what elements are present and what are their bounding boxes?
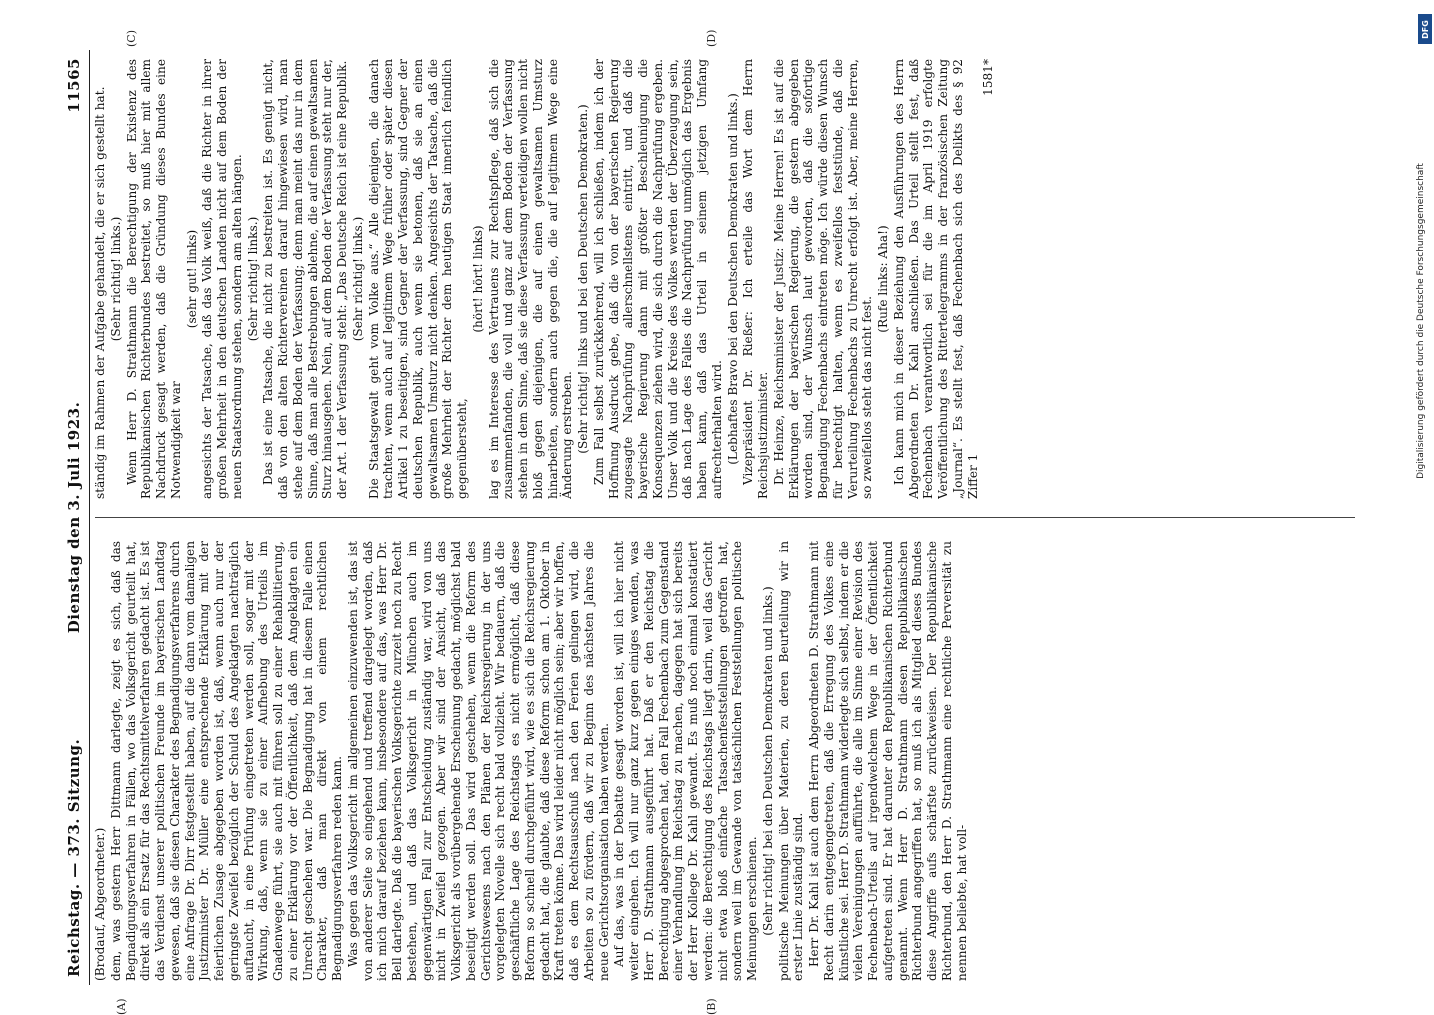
- margin-mark-c: (C): [125, 30, 138, 47]
- paragraph: politische Meinungen über Materien, zu deren Beurteilung wir in erster Linie zuständig sind.: [776, 541, 806, 981]
- interjection: (Lebhaftes Bravo bei den Deutschen Demokraten und links.): [725, 93, 740, 465]
- paragraph: Zum Fall selbst zurückkehrend, will ich schließen, indem ich der Hoffnung Ausdruck gebe, daß die von der bayerischen Regierung zugesagte Nachprüfung allerschnellstens eintritt, und daß die bayerische Regierung dann mit größter Beschleunigung die Konsequenzen ziehen wird, die sich durch die Nachprüfung ergeben. Unser Volk und die Kreise des Volkes werden der Überzeugung sein, daß nach Lage des Falles die Nachprüfung unmöglich das Ergebnis haben kann, daß das Urteil in seinem jetzigen Umfang aufrechterhalten wird.: [591, 59, 724, 499]
- right-column: [93, 59, 1358, 499]
- left-column: [93, 541, 1358, 981]
- paragraph: Das ist eine Tatsache, die nicht zu bestreiten ist. Es genügt nicht, daß von den alten Richtervereinen darauf hingewiesen wird, man stehe auf dem Boden der Verfassung; denn man meint das nur in dem Sinne, daß man alle Bestrebungen ablehne, die auf einen gewaltsamen Sturz hinausgehen. Nein, auf dem Boden der Verfassung steht nur der, der Art. 1 der Verfassung steht: „Das Deutsche Reich ist eine Republik.: [261, 59, 349, 499]
- interjection: (Sehr richtig! links und bei den Deutschen Demokraten.): [576, 104, 590, 454]
- paragraph: Herr Dr. Kahl ist auch dem Herrn Abgeordneten D. Strathmann mit Recht darin entgegengetreten, daß die Erregung des Volkes eine künstliche sei. Herr D. Strathmann widerlegte sich selbst, indem er die vielen Vereinigungen aufführte, die alle im Sinne einer Revision des Fechenbach-Urteils auf irgendwelchem Wege in der Öffentlichkeit aufgetreten sind. Er hat darunter den Republikanischen Richterbund genannt. Wenn Herr D. Strathmann diesen Republikanischen Richterbund angegriffen hat, so muß ich als Mitglied dieses Bundes diese Angriffe aufs schärfste zurückweisen. Der Republikanische Richterbund, den Herr D. Strathmann eine rechtliche Perversität zu nennen beliebte, hat voll-: [807, 541, 969, 981]
- column-divider: [95, 517, 1355, 518]
- digitization-strip: [1418, 14, 1432, 584]
- page-number: 11565: [65, 58, 83, 113]
- dfg-logo: DFG: [1418, 14, 1432, 44]
- paragraph: lag es im Interesse des Vertrauens zur Rechtspflege, daß sich die zusammenfanden, die voll und ganz auf dem Boden der Verfassung stehen in dem Sinne, daß sie diese Verfassung verteidigen wollen nicht bloß gegen diejenigen, die auf einen gewaltsamen Umsturz hinarbeiten, sondern auch gegen die, die auf legitimem Wege eine Änderung erstreben.: [486, 59, 575, 499]
- margin-mark-b: (B): [705, 998, 718, 1015]
- paragraph: angesichts der Tatsache, daß das Volk weiß, daß die Richter in ihrer großen Mehrheit in den deutschen Landen nicht auf dem Boden der neuen Staatsordnung stehen, sondern am alten hängen.: [200, 59, 244, 499]
- interjection: (hört! hört! links): [470, 225, 485, 333]
- header-rule: [89, 50, 90, 985]
- interjection: (Rufe links: Aha!): [876, 225, 890, 333]
- interjection: (sehr gut! links): [184, 229, 199, 329]
- running-head-left: Reichstag. — 373. Sitzung.: [65, 738, 83, 977]
- speaker-paragraph: Dr. Heinze, Reichsminister der Justiz: Meine Herren! Es ist auf die Erklärungen der bayerischen Regierung, die gestern abgegeben worden sind, der Wunsch laut geworden, daß die sofortige Begnadigung Fechenbachs eintreten möge. Ich würde diesen Wunsch für berechtigt halten, wenn es zweifellos feststünde, daß die Verurteilung Fechenbachs zu Unrecht erfolgt ist. Aber, meine Herren, so zweifellos steht das nicht fest.: [771, 59, 875, 499]
- signature-mark: 1581*: [981, 59, 996, 96]
- speaker-paragraph: Vizepräsident Dr. Rießer: Ich erteile das Wort dem Herrn Reichsjustizminister.: [741, 59, 770, 499]
- interjection: (Sehr richtig! links.): [350, 216, 365, 342]
- paragraph: Auf das, was in der Debatte gesagt worden ist, will ich hier nicht weiter eingehen. Ich will nur ganz kurz gegen einiges wenden, was Herr D. Strathmann ausgeführt hat. Daß er den Reichstag die Berechtigung abgesprochen hat, den Fall Fechenbach zum Gegenstand einer Verhandlung im Reichstag zu machen, dagegen hat sich bereits der Herr Kollege Dr. Kahl gewandt. Es muß noch einmal konstatiert werden: die Berechtigung des Reichstags liegt darin, weil das Gericht nicht etwa bloß einfache Tatsachenfeststellungen getroffen hat, sondern weil im Gewande von tatsächlichen Feststellungen politische Meinungen erschienen.: [612, 541, 759, 981]
- interjection: (Sehr richtig! links.): [108, 216, 123, 342]
- interjection: (Sehr richtig! bei den Deutschen Demokraten und links.): [760, 586, 775, 936]
- interjection: (Sehr richtig! links.): [245, 216, 260, 342]
- rotated-page: [65, 29, 1365, 1015]
- running-head-date: Dienstag den 3. Juli 1923.: [65, 401, 83, 634]
- paragraph: ständig im Rahmen der Aufgabe gehandelt, die er sich gestellt hat.: [93, 86, 107, 499]
- speaker-attribution: (Brodauf, Abgeordneter.): [93, 827, 107, 981]
- digitization-credit: Digitalisierung gefördert durch die Deutsche Forschungsgemeinschaft: [1416, 163, 1426, 479]
- paragraph: Ich kann mich in dieser Beziehung den Ausführungen des Herrn Abgeordneten Dr. Kahl anschließen. Das Urteil stellt fest, daß Fechenbach verantwortlich sei für die im April 1919 erfolgte Veröffentlichung des Rittertelegramms in der französischen Zeitung „Journal“. Es stellt fest, daß Fechenbach sich des Delikts des § 92 Ziffer 1: [891, 59, 980, 499]
- paragraph: Wenn Herr D. Strathmann die Berechtigung der Existenz des Republikanischen Richterbundes bestreitet, so muß hier mit allem Nachdruck gesagt werden, daß die Gründung dieses Bundes eine Notwendigkeit war: [124, 59, 183, 499]
- paragraph: Was gegen das Volksgericht im allgemeinen einzuwenden ist, das ist von anderer Seite so eingehend und treffend dargelegt worden, daß ich mich darauf beziehen kann, insbesondere auf das, was Herr Dr. Bell darlegte. Daß die bayerischen Volksgerichte zurzeit noch zu Recht bestehen, und daß das Volksgericht in München auch im gegenwärtigen Fall zur Entscheidung zuständig war, wird von uns nicht in Zweifel gezogen. Aber wir sind der Ansicht, daß das Volksgericht als vorübergehende Erscheinung gedacht, möglichst bald beseitigt werden soll. Das wird geschehen, wenn die Reform des Gerichtswesens nach den Plänen der Reichsregierung in der uns vorgelegten Novelle sich recht bald vollzieht. Wir bedauern, daß die geschäftliche Lage des Reichstags es nicht ermöglicht, daß diese Reform so schnell durchgeführt wird, wie es sich die Reichsregierung gedacht hat, die glaubte, daß diese Reform schon am 1. Oktober in Kraft treten könne. Das wird leider nicht möglich sein; aber wir hoffen, daß es dem Rechtsausschuß nach den Ferien gelingen wird, die Arbeiten so zu fördern, daß wir zu Beginn des nächsten Jahres die neue Gerichtsorganisation haben werden.: [345, 541, 611, 981]
- paragraph: dem, was gestern Herr Dittmann darlegte, zeigt es sich, daß das Begnadigungsverfahren in Fällen, wo das Volksgericht geurteilt hat, direkt als ein Ersatz für das Rechtsmittelverfahren gedacht ist. Es ist das Verdienst unserer politischen Freunde im bayerischen Landtag gewesen, daß sie diesen Charakter des Begnadigungsverfahrens durch eine Anfrage Dr. Dirr festgestellt haben, auf die dann vom damaligen Justizminister Dr. Müller eine entsprechende Erklärung mit der feierlichen Zusage abgegeben worden ist, daß, wenn auch nur der geringste Zweifel bezüglich der Schuld des Angeklagten nachträglich auftaucht, in eine Prüfung eingetreten werden soll, sogar mit der Wirkung, daß, wenn sie zu einer Aufhebung des Urteils im Gnadenwege führt, sie auch mit führen soll zu einer Rehabilitierung, zu einer Erklärung vor der Öffentlichkeit, daß dem Angeklagten ein Unrecht geschehen war. Die Begnadigung hat in diesem Falle einen Charakter, daß man direkt von einem rechtlichen Begnadigungsverfahren reden kann.: [108, 541, 344, 981]
- paragraph: Die Staatsgewalt geht vom Volke aus.“ Alle diejenigen, die danach trachten, wenn auch auf legitimem Wege früher oder später diesen Artikel 1 zu beseitigen, sind Gegner der Verfassung, sind Gegner der deutschen Republik, auch wenn sie betonen, daß sie an einen gewaltsamen Umsturz nicht denken. Angesichts der Tatsache, daß die große Mehrheit der Richter dem heutigen Staat innerlich feindlich gegenübersteht,: [366, 59, 469, 499]
- margin-mark-d: (D): [705, 29, 718, 47]
- running-head: [65, 50, 87, 985]
- margin-mark-a: (A): [115, 998, 128, 1015]
